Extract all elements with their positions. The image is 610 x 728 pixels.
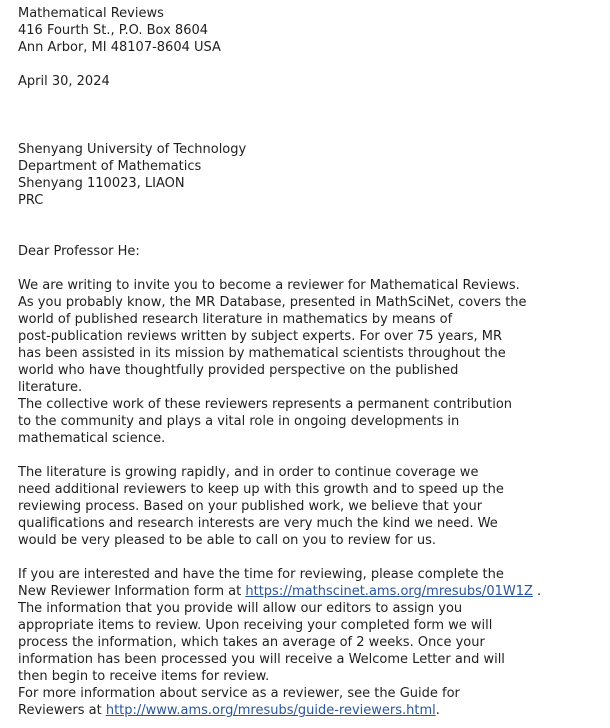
date-block [18, 73, 604, 90]
letter-line [18, 464, 604, 481]
text-segment: . [532, 584, 542, 599]
text-segment: The information that you provide will allow our editors to assign you [18, 601, 463, 616]
text-segment: mathematical science. [18, 431, 166, 446]
letter-date: April 30, 2024 [18, 74, 110, 89]
text-segment: world who have thoughtfully provided perspective on the published [18, 363, 459, 378]
letter-line [18, 651, 604, 668]
text-segment: As you probably know, the MR Database, presented in MathSciNet, covers the [18, 295, 527, 310]
text-segment: . [435, 703, 440, 718]
paragraph [18, 464, 604, 549]
letter-line [18, 566, 604, 583]
letter-line [18, 277, 604, 294]
letter-line [18, 600, 604, 617]
recipient-line [18, 175, 604, 192]
letter-line [18, 617, 604, 634]
text-segment: Department of Mathematics [18, 159, 202, 174]
text-segment: information has been processed you will receive a Welcome Letter and will [18, 652, 505, 667]
letter-line [18, 379, 604, 396]
letter-line [18, 515, 604, 532]
sender-address-block [18, 5, 604, 56]
guide-for-reviewers-link[interactable]: http://www.ams.org/mresubs/guide-reviewers.html [105, 703, 436, 718]
text-segment: Ann Arbor, MI 48107-8604 USA [18, 40, 221, 55]
text-segment: 416 Fourth St., P.O. Box 8604 [18, 23, 209, 38]
sender-line [18, 39, 604, 56]
letter-line [18, 396, 604, 413]
recipient-line [18, 141, 604, 158]
recipient-address-block [18, 141, 604, 209]
letter-line [18, 498, 604, 515]
recipient-line [18, 158, 604, 175]
text-segment: appropriate items to review. Upon receiving your completed form we will [18, 618, 493, 633]
text-segment: The literature is growing rapidly, and in order to continue coverage we [18, 465, 479, 480]
text-segment: Shenyang 110023, LIAON [18, 176, 185, 191]
letter-line [18, 328, 604, 345]
letter-line [18, 362, 604, 379]
letter-line [18, 430, 604, 447]
letter-body [18, 277, 604, 719]
text-segment: Reviewers at [18, 703, 106, 718]
letter-line [18, 532, 604, 549]
text-segment: The collective work of these reviewers represents a permanent contribution [18, 397, 513, 412]
text-segment: process the information, which takes an average of 2 weeks. Once your [18, 635, 485, 650]
text-segment: world of published research literature in mathematics by means of [18, 312, 453, 327]
letter-line [18, 634, 604, 651]
text-segment: reviewing process. Based on your published work, we believe that your [18, 499, 483, 514]
letter-line [18, 294, 604, 311]
paragraph [18, 277, 604, 447]
text-segment: qualifications and research interests are very much the kind we need. We [18, 516, 498, 531]
text-segment: would be very pleased to be able to call on you to review for us. [18, 533, 437, 548]
paragraph [18, 566, 604, 719]
recipient-line [18, 192, 604, 209]
text-segment: Shenyang University of Technology [18, 142, 247, 157]
sender-line [18, 22, 604, 39]
text-segment: to the community and plays a vital role in ongoing developments in [18, 414, 460, 429]
salutation-block [18, 243, 604, 260]
letter-line [18, 583, 604, 600]
text-segment: PRC [18, 193, 44, 208]
letter-line [18, 702, 604, 719]
letter-line [18, 413, 604, 430]
text-segment: has been assisted in its mission by mathematical scientists throughout the [18, 346, 506, 361]
text-segment: New Reviewer Information form at [18, 584, 246, 599]
sender-line [18, 5, 604, 22]
letter-line [18, 311, 604, 328]
text-segment: then begin to receive items for review. [18, 669, 270, 684]
text-segment: We are writing to invite you to become a reviewer for Mathematical Reviews. [18, 278, 520, 293]
text-segment: For more information about service as a reviewer, see the Guide for [18, 686, 460, 701]
salutation: Dear Professor He: [18, 244, 140, 259]
letter-line [18, 481, 604, 498]
text-segment: Mathematical Reviews [18, 6, 164, 21]
new-reviewer-form-link[interactable]: https://mathscinet.ams.org/mresubs/01W1Z [245, 584, 533, 599]
letter-line [18, 685, 604, 702]
text-segment: post-publication reviews written by subject experts. For over 75 years, MR [18, 329, 502, 344]
letter-line [18, 668, 604, 685]
text-segment: need additional reviewers to keep up with this growth and to speed up the [18, 482, 504, 497]
letter-line [18, 345, 604, 362]
text-segment: If you are interested and have the time for reviewing, please complete the [18, 567, 504, 582]
text-segment: literature. [18, 380, 83, 395]
